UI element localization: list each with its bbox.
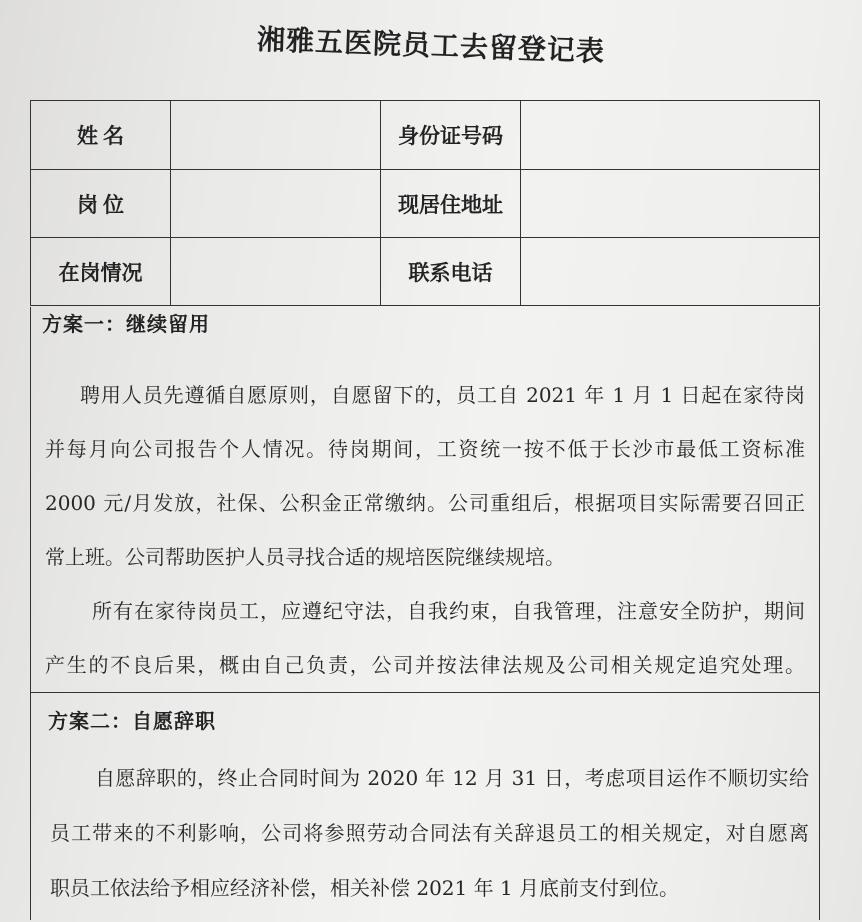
plan-one-heading: 方案一：继续留用: [42, 312, 210, 336]
info-row: [31, 237, 819, 305]
text-line: 2000 元/月发放，社保、公积金正常缴纳。公司重组后，根据项目实际需要召回正: [45, 491, 805, 515]
plan-two-section: [31, 692, 819, 916]
text-line: 聘用人员先遵循自愿原则，自愿留下的，员工自 2021 年 1 月 1 日起在家待岗: [80, 383, 805, 407]
label-current-address: 现居住地址: [381, 170, 521, 237]
form-title: 湘雅五医院员工去留登记表: [256, 22, 606, 69]
text-line: 自愿辞职的，终止合同时间为 2020 年 12 月 31 日，考虑项目运作不顺切实给: [95, 766, 809, 790]
value-job-status: [171, 238, 381, 305]
info-row: [31, 169, 819, 237]
text-line: 所有在家待岗员工，应遵纪守法，自我约束，自我管理，注意安全防护，期间: [92, 599, 805, 623]
label-position: 岗位: [31, 170, 171, 237]
text-line: 职员工依法给予相应经济补偿，相关补偿 2021 年 1 月底前支付到位。: [50, 876, 680, 900]
info-row: [31, 101, 819, 169]
personal-info-table: [30, 100, 820, 306]
text-line: 产生的不良后果，概由自己负责，公司并按法律法规及公司相关规定追究处理。: [45, 653, 805, 677]
label-id-number: 身份证号码: [381, 101, 521, 169]
value-current-address: [521, 170, 819, 237]
text-line: 员工带来的不利影响，公司将参照劳动合同法有关辞退员工的相关规定，对自愿离: [50, 821, 809, 845]
label-phone: 联系电话: [381, 238, 521, 305]
text-line: 并每月向公司报告个人情况。待岗期间，工资统一按不低于长沙市最低工资标准: [45, 437, 805, 461]
label-job-status: 在岗情况: [31, 238, 171, 305]
plan-one-paragraphs: [31, 368, 819, 692]
plan-two-paragraph: [31, 751, 819, 916]
value-position: [171, 170, 381, 237]
plan-one-section: [31, 310, 819, 692]
plan-two-heading: 方案二：自愿辞职: [48, 709, 216, 733]
label-name: 姓名: [31, 101, 171, 169]
value-id-number: [521, 101, 819, 169]
plans-section: [30, 307, 820, 920]
value-phone: [521, 238, 819, 305]
text-line: 常上班。公司帮助医护人员寻找合适的规培医院继续规培。: [45, 545, 565, 569]
value-name: [171, 101, 381, 169]
